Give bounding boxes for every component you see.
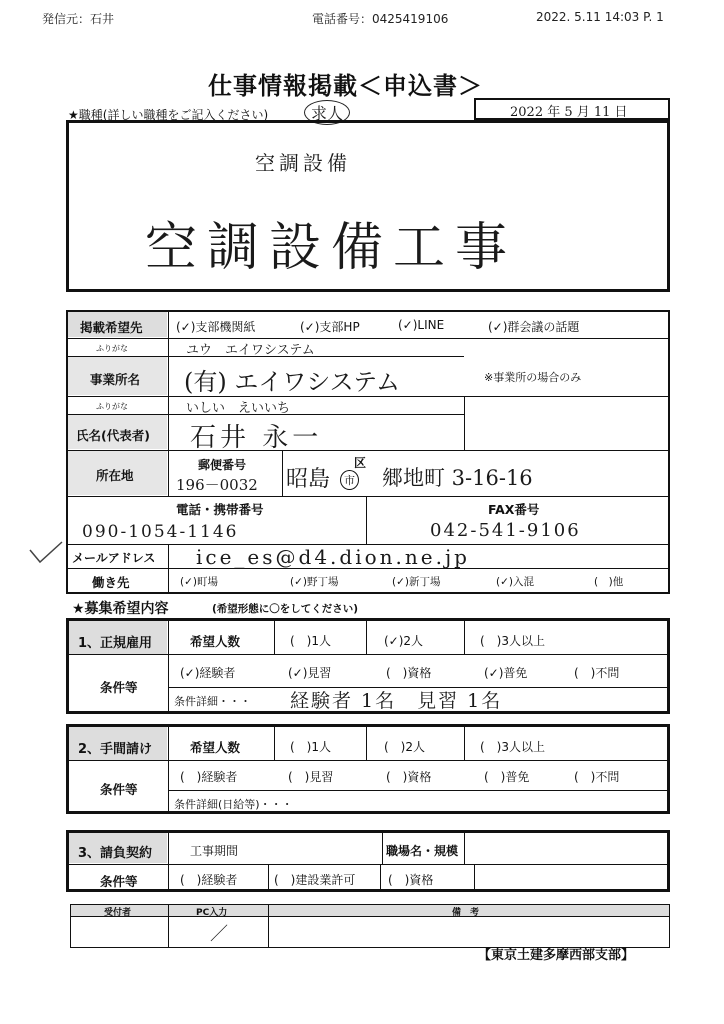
- section1-count-1[interactable]: ( )1人: [290, 634, 331, 648]
- form-title: 仕事情報掲載＜申込書＞: [208, 72, 483, 100]
- branch-name: 【東京土建多摩西部支部】: [478, 948, 635, 963]
- section2-cond-experienced[interactable]: ( )経験者: [180, 770, 238, 784]
- postal-label: 郵便番号: [198, 458, 247, 472]
- job-type-label: ★職種(詳しい職種をご記入ください): [68, 108, 269, 122]
- fax-sender: 発信元：石井: [42, 12, 115, 26]
- workplace-iriai[interactable]: (✓)入混: [496, 576, 534, 588]
- pc-input-label: PC入力: [196, 908, 228, 918]
- address-city: 昭島: [286, 467, 331, 492]
- address-label: 所在地: [96, 468, 134, 483]
- section3-site-label: 職場名・規模: [386, 844, 459, 858]
- workplace-nochouba[interactable]: (✓)野丁場: [290, 576, 339, 588]
- publish-label: 掲載希望先: [80, 320, 143, 335]
- company-label: 事業所名: [90, 372, 141, 387]
- email-label: メールアドレス: [72, 551, 156, 565]
- form-date: 2022 年 5 月 11 日: [510, 105, 628, 120]
- workplace-other[interactable]: ( )他: [594, 576, 624, 588]
- section1-cond-label: 条件等: [100, 680, 138, 695]
- company-note: ※事業所の場合のみ: [484, 371, 582, 384]
- rep-furigana: いしい えいいち: [186, 401, 291, 416]
- section2-cond-license[interactable]: ( )資格: [386, 770, 432, 784]
- section2-count-3plus[interactable]: ( )3人以上: [480, 740, 545, 754]
- workplace-machiba[interactable]: (✓)町場: [180, 576, 218, 588]
- fax-value: 042-541-9106: [430, 520, 581, 541]
- section3-cond-license[interactable]: ( )資格: [388, 873, 434, 887]
- section2-count-1[interactable]: ( )1人: [290, 740, 331, 754]
- company-furigana: ユウ エイワシステム: [186, 343, 315, 358]
- section3-period-label: 工事期間: [190, 844, 239, 858]
- company-name: (有) エイワシステム: [184, 368, 400, 396]
- postal-code: 196－0032: [176, 476, 258, 494]
- section2-count-2[interactable]: ( )2人: [384, 740, 425, 754]
- job-title-small: 空調設備: [255, 151, 351, 175]
- section2-cond-label: 条件等: [100, 782, 138, 797]
- job-title-box: [66, 120, 670, 292]
- shi-mark: 市: [340, 470, 359, 490]
- fax-phone: 電話番号：0425419106: [312, 12, 449, 26]
- section1-cond-driver[interactable]: (✓)普免: [484, 666, 528, 680]
- phone-label: 電話・携帯番号: [176, 502, 264, 517]
- check-mark-icon: [28, 540, 64, 566]
- section2-cond-apprentice[interactable]: ( )見習: [288, 770, 334, 784]
- section3-cond-label: 条件等: [100, 874, 138, 889]
- workplace-shinchouba[interactable]: (✓)新丁場: [392, 576, 441, 588]
- job-title-large: 空調設備工事: [145, 218, 518, 278]
- section1-label: 1、正規雇用: [78, 636, 153, 651]
- publish-option-line[interactable]: (✓)LINE: [398, 318, 445, 332]
- phone-value: 090-1054-1146: [82, 522, 239, 542]
- section1-count-2[interactable]: (✓)2人: [384, 634, 424, 648]
- fax-label: FAX番号: [488, 502, 540, 517]
- section1-cond-apprentice[interactable]: (✓)見習: [288, 666, 332, 680]
- section1-count-label: 希望人数: [190, 634, 241, 649]
- publish-option-gunkaigi[interactable]: (✓)群会議の話題: [488, 320, 580, 334]
- company-furigana-label: ふりがな: [96, 344, 128, 353]
- pc-input-value: ／: [210, 924, 228, 945]
- publish-option-hp[interactable]: (✓)支部HP: [300, 320, 360, 334]
- section3-cond-experienced[interactable]: ( )経験者: [180, 873, 238, 887]
- publish-option-kikanshi[interactable]: (✓)支部機関紙: [176, 320, 256, 334]
- rep-furigana-label: ふりがな: [96, 402, 128, 411]
- section3-label: 3、請負契約: [78, 846, 153, 861]
- recruit-heading: ★募集希望内容: [72, 601, 169, 617]
- section1-detail-label: 条件詳細・・・: [174, 695, 251, 708]
- rep-label: 氏名(代表者): [76, 428, 150, 443]
- recruit-note: (希望形態に〇をしてください): [212, 603, 359, 615]
- section2-cond-any[interactable]: ( )不問: [574, 770, 620, 784]
- section3-cond-permit[interactable]: ( )建設業許可: [274, 873, 356, 887]
- section1-cond-license[interactable]: ( )資格: [386, 666, 432, 680]
- section1-count-3plus[interactable]: ( )3人以上: [480, 634, 545, 648]
- date-box: [474, 98, 670, 120]
- received-label: 受付者: [104, 908, 132, 918]
- section2-count-label: 希望人数: [190, 740, 241, 755]
- workplace-label: 働き先: [92, 575, 130, 590]
- ku-label: 区: [354, 456, 367, 470]
- section2-label: 2、手間請け: [78, 742, 153, 757]
- section1-detail-value: 経験者 1名 見習 1名: [290, 690, 503, 712]
- fax-datetime: 2022. 5.11 14:03 P. 1: [536, 10, 664, 24]
- address-street: 郷地町 3-16-16: [382, 466, 533, 490]
- remarks-label: 備 考: [452, 908, 480, 918]
- section2-cond-driver[interactable]: ( )普免: [484, 770, 530, 784]
- rep-name: 石井 永一: [190, 423, 323, 453]
- job-type-circled: 求人: [304, 100, 350, 125]
- email-value: ice_es@d4.dion.ne.jp: [196, 545, 470, 569]
- section1-cond-experienced[interactable]: (✓)経験者: [180, 666, 236, 680]
- section1-cond-any[interactable]: ( )不問: [574, 666, 620, 680]
- section2-detail-label: 条件詳細(日給等)・・・: [174, 798, 293, 811]
